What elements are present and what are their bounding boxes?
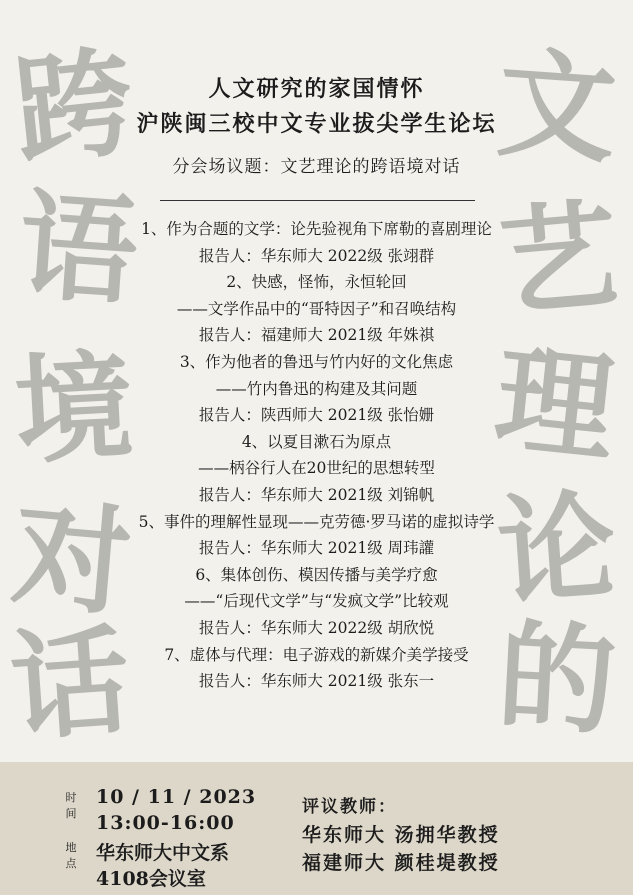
calligraphy-char: 艺 xyxy=(494,184,624,333)
calligraphy-char: 文 xyxy=(493,33,621,180)
talk-subtitle: ——柄谷行人在20世纪的思想转型 xyxy=(198,459,435,478)
info-footer xyxy=(0,762,633,895)
calligraphy-char: 理 xyxy=(489,328,621,479)
reviewer: 华东师大 汤拥华教授 xyxy=(302,824,500,846)
talk-subtitle: ——文学作品中的“哥特因子”和召唤结构 xyxy=(176,299,457,318)
talk-subtitle: ——“后现代文学”与“发疯文学”比较观 xyxy=(184,592,449,611)
talk-title: 6、集体创伤、模因传播与美学疗愈 xyxy=(195,565,438,584)
forum-title: 沪陕闽三校中文专业拔尖学生论坛 xyxy=(136,111,497,137)
venue-line: 华东师大中文系 xyxy=(96,842,230,864)
calligraphy-char: 境 xyxy=(11,336,137,481)
time-label-char: 时 xyxy=(65,791,77,804)
calligraphy-char: 对 xyxy=(7,484,137,633)
calligraphy-char: 的 xyxy=(494,606,620,751)
venue-room: 4108会议室 xyxy=(96,868,206,890)
place-label xyxy=(62,840,80,872)
speaker-line: 报告人：华东师大 2021级 张东一 xyxy=(198,672,435,691)
talk-title: 3、作为他者的鲁迅与竹内好的文化焦虑 xyxy=(179,352,454,371)
reviewer: 福建师大 颜桂堤教授 xyxy=(302,852,500,874)
speaker-line: 报告人：华东师大 2021级 刘锦帆 xyxy=(198,485,435,504)
program-list xyxy=(0,216,633,695)
calligraphy-char: 论 xyxy=(493,475,621,622)
talk-title: 7、虚体与代理：电子游戏的新媒介美学接受 xyxy=(164,645,469,664)
speaker-line: 报告人：华东师大 2022级 胡欣悦 xyxy=(198,618,435,637)
calligraphy-char: 话 xyxy=(6,610,134,757)
place-label-char: 点 xyxy=(65,857,77,870)
talk-title: 4、以夏目漱石为原点 xyxy=(241,432,392,451)
talk-title: 5、事件的理解性显现——克劳德·罗马诺的虚拟诗学 xyxy=(138,512,495,531)
calligraphy-char: 跨 xyxy=(7,31,140,182)
session-subtitle: 分会场议题：文艺理论的跨语境对话 xyxy=(172,157,461,177)
talk-title: 2、快感，怪怖，永恒轮回 xyxy=(226,273,407,292)
divider xyxy=(160,200,475,201)
place-label-char: 地 xyxy=(65,841,77,854)
time-label xyxy=(62,790,80,822)
speaker-line: 报告人：福建师大 2021级 年姝祺 xyxy=(198,326,435,345)
poster-title: 人文研究的家国情怀 xyxy=(208,76,425,102)
event-date: 10 / 11 / 2023 xyxy=(96,786,257,808)
event-time: 13:00-16:00 xyxy=(96,812,235,834)
speaker-line: 报告人：华东师大 2022级 张翊群 xyxy=(198,246,435,265)
speaker-line: 报告人：华东师大 2021级 周玮讙 xyxy=(198,539,435,558)
reviewers-title: 评议教师： xyxy=(302,797,397,817)
time-label-char: 间 xyxy=(65,807,77,820)
talk-title: 1、作为合题的文学：论先验视角下席勒的喜剧理论 xyxy=(141,220,492,238)
talk-subtitle: ——竹内鲁迅的构建及其问题 xyxy=(215,379,418,398)
calligraphy-char: 语 xyxy=(14,175,142,322)
speaker-line: 报告人：陕西师大 2021级 张怡姗 xyxy=(198,406,435,425)
